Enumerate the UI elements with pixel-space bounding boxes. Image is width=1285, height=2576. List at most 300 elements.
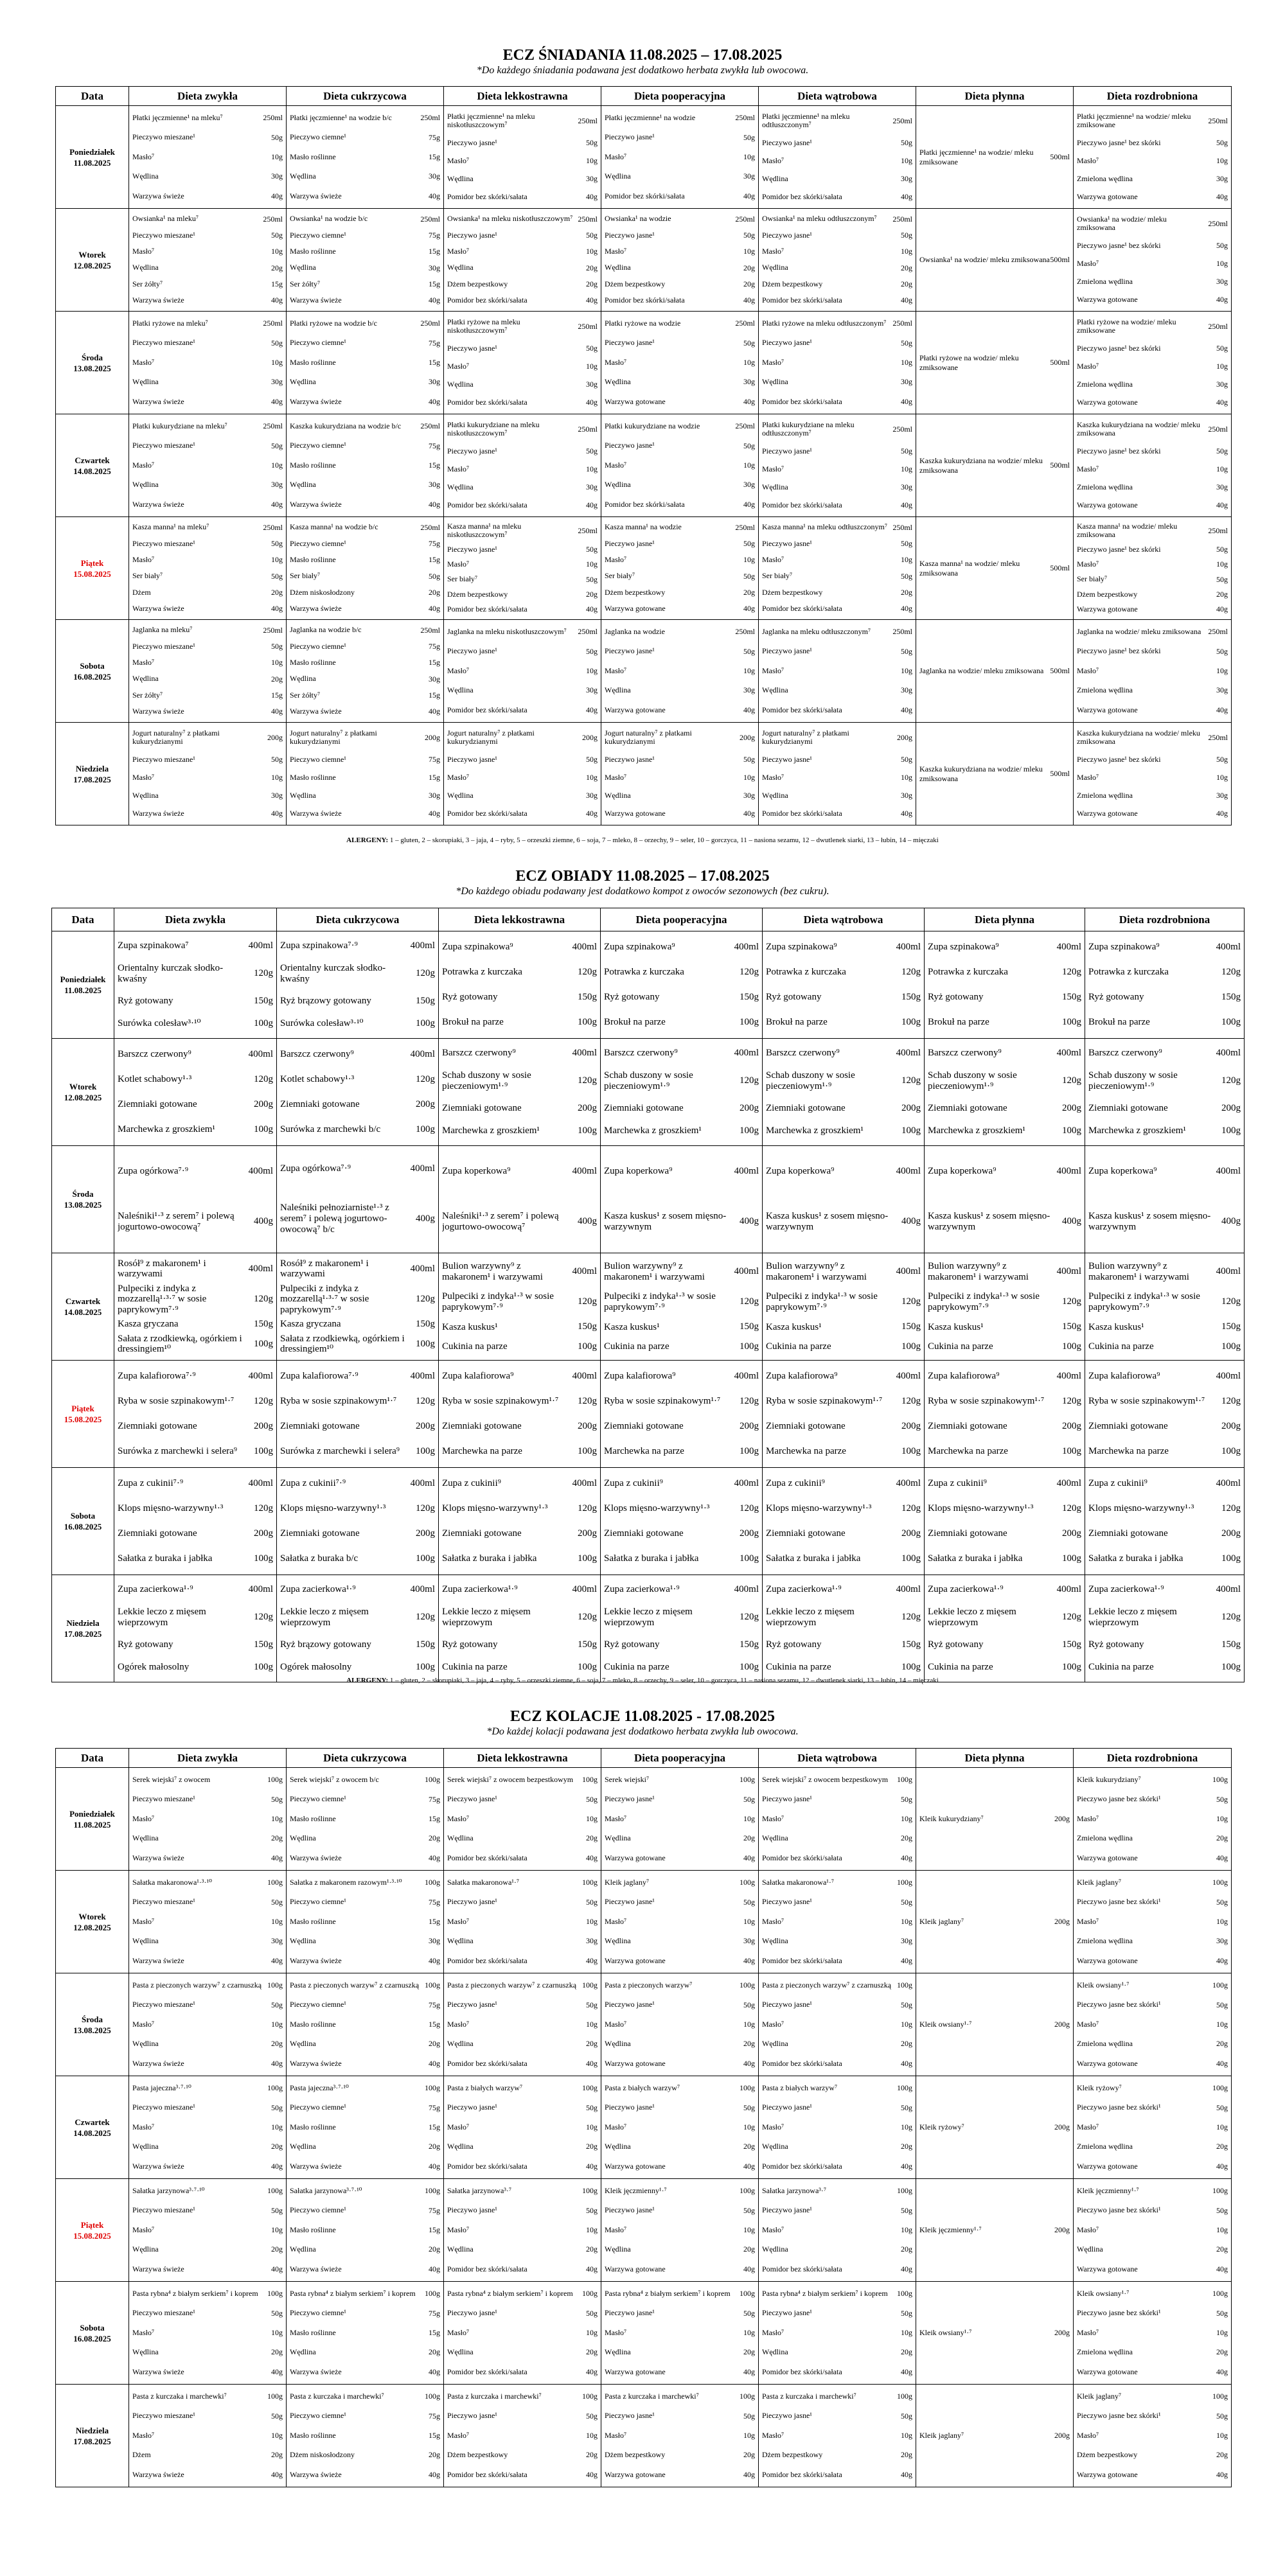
meal-items: [1077, 314, 1228, 412]
meal-item-quantity: 20g: [271, 2347, 283, 2357]
meal-item-quantity: 40g: [743, 2058, 755, 2068]
meal-item: [290, 2162, 440, 2171]
meal-item: [1077, 318, 1228, 335]
meal-item-quantity: 400ml: [410, 1049, 435, 1059]
meal-cell: [601, 1973, 759, 2076]
meal-item: [605, 2059, 755, 2069]
meal-item-name: Warzywa świeże: [290, 1853, 342, 1862]
meal-item: [132, 2392, 283, 2401]
meal-item-quantity: 400ml: [734, 1266, 759, 1277]
breakfast-section: [0, 46, 1285, 77]
meal-item-quantity: 100g: [578, 1125, 597, 1136]
meal-item-quantity: 40g: [1216, 2367, 1228, 2376]
meal-item: [762, 1898, 912, 1907]
meal-item: [280, 1528, 435, 1539]
meal-item-name: Dżem niskosłodzony: [290, 588, 355, 597]
meal-item-name: Pieczywo jasne bez skórki¹: [1077, 2309, 1161, 2318]
meal-items: [132, 2387, 283, 2485]
day-row: [56, 414, 1232, 517]
meal-item-quantity: 75g: [429, 2103, 440, 2112]
meal-item-name: Surówka colesław³·¹⁰: [280, 1018, 364, 1029]
meal-item-name: Pieczywo mieszane¹: [132, 2206, 195, 2215]
meal-item: [280, 1049, 435, 1060]
meal-items: [447, 725, 598, 823]
meal-item: [447, 112, 598, 130]
meal-item-quantity: 500ml: [1050, 358, 1070, 367]
meal-items: [762, 725, 912, 823]
meal-item: [132, 1936, 283, 1946]
meal-item-name: Klops mięsno-warzywny¹·³: [442, 1503, 548, 1514]
meal-item-quantity: 100g: [901, 1553, 921, 1564]
meal-item-name: Masło⁷: [762, 358, 784, 367]
day-row: [52, 1468, 1245, 1575]
day-name: Niedziela: [66, 1618, 100, 1628]
meal-items: [280, 1149, 435, 1249]
meal-item-quantity: 40g: [429, 1853, 440, 1862]
meal-items: [1088, 1257, 1241, 1357]
meal-item-name: Lekkie leczo z mięsem wieprzowym: [766, 1606, 855, 1628]
meal-item: [442, 1125, 597, 1136]
meal-item: [132, 555, 283, 565]
meal-item-quantity: 400g: [254, 1216, 273, 1227]
day-name: Czwartek: [75, 455, 110, 465]
meal-cell: [129, 106, 287, 209]
meal-item-name: Surówka z marchewki b/c: [280, 1124, 381, 1135]
meal-item: [280, 1284, 435, 1316]
meal-item-quantity: 100g: [1212, 1981, 1228, 1990]
meal-item-name: Pieczywo jasne¹: [605, 2103, 655, 2112]
meal-item: [132, 279, 283, 289]
meal-item-name: Pieczywo jasne¹: [605, 539, 655, 548]
meal-item-name: Cukinia na parze: [442, 1341, 508, 1352]
meal-item: [605, 1898, 755, 1907]
meal-item-name: Zupa zacierkowa¹·⁹: [442, 1584, 518, 1595]
meal-item: [605, 604, 755, 613]
meal-item: [1077, 174, 1228, 184]
meal-item-quantity: 40g: [586, 2469, 598, 2479]
meal-item-quantity: 15g: [429, 279, 440, 288]
day-date: 14.08.2025: [64, 1307, 102, 1317]
meal-item: [447, 2347, 598, 2357]
meal-item: [605, 421, 755, 431]
meal-item: [604, 967, 759, 978]
meal-item: [762, 1833, 912, 1843]
meal-cell: [1074, 414, 1232, 517]
meal-item-name: Pieczywo jasne bez skórki¹: [1077, 2000, 1161, 2009]
meal-item: [604, 992, 759, 1003]
meal-item-name: Masło⁷: [1077, 773, 1099, 782]
meal-item: [762, 2186, 912, 2196]
meal-cell: [1074, 2385, 1232, 2487]
meal-item-name: Warzywa gotowane: [1077, 2470, 1138, 2479]
column-header-diet: Dieta wątrobowa: [759, 87, 916, 106]
meal-cell: [763, 1146, 925, 1253]
meal-item-name: Warzywa świeże: [290, 296, 342, 305]
meal-item-name: Serek wiejski⁷ z owocem: [132, 1775, 211, 1784]
meal-item-name: Pieczywo jasne¹: [605, 2206, 655, 2215]
meal-item: [290, 755, 440, 764]
meal-item: [132, 523, 283, 533]
meal-item-quantity: 40g: [586, 808, 598, 818]
meal-items: [605, 1976, 755, 2074]
meal-item-name: Pulpeciki z indyka z mozzarellą¹·³·⁷ w sosie paprykowym⁷·⁹: [280, 1283, 369, 1316]
meal-item-quantity: 75g: [429, 338, 440, 348]
meal-item: [290, 2264, 440, 2274]
meal-item-name: Marchewka z groszkiem¹: [1088, 1125, 1186, 1136]
meal-item-name: Zmielona wędlina: [1077, 174, 1133, 183]
meal-item-name: Ryż gotowany: [604, 992, 660, 1003]
meal-item: [605, 523, 755, 533]
meal-item: [762, 446, 912, 456]
meal-item: [442, 942, 597, 953]
meal-item-quantity: 120g: [254, 1294, 273, 1305]
meal-item-name: Jogurt naturalny⁷ z płatkami kukurydzianymi: [605, 729, 692, 746]
meal-item-name: Wędlina: [132, 1937, 159, 1946]
meal-item-name: Ser biały⁷: [132, 572, 163, 581]
meal-item-name: Warzywa gotowane: [605, 1853, 666, 1862]
meal-cell: [277, 1575, 439, 1682]
meal-item-quantity: 30g: [743, 377, 755, 387]
meal-item: [290, 2289, 440, 2298]
meal-cell: [114, 1039, 277, 1146]
meal-item-name: Płatki jęczmienne¹ na wodzie: [605, 113, 696, 122]
meal-item: [604, 1261, 759, 1283]
meal-item-quantity: 50g: [1216, 646, 1228, 656]
meal-item-quantity: 150g: [578, 1321, 597, 1332]
meal-items: [290, 2284, 440, 2382]
meal-item: [1077, 1795, 1228, 1804]
meal-items: [605, 109, 755, 206]
meal-item-quantity: 40g: [429, 2469, 440, 2479]
meal-item: [447, 604, 598, 614]
meal-item: [928, 992, 1081, 1003]
meal-cell: [114, 1575, 277, 1682]
meal-item: [442, 1070, 597, 1092]
meal-item: [118, 1018, 273, 1029]
meal-cell: [444, 312, 601, 414]
meal-item-name: Marchewka z groszkiem¹: [766, 1125, 864, 1136]
meal-item: [1088, 1421, 1241, 1432]
meal-item-quantity: 20g: [901, 2347, 912, 2357]
meal-item-quantity: 10g: [743, 2019, 755, 2029]
meal-item: [762, 705, 912, 715]
meal-item-name: Wędlina: [290, 1834, 316, 1843]
meal-item-quantity: 15g: [429, 460, 440, 470]
meal-item: [447, 421, 598, 438]
meal-item-quantity: 40g: [271, 2469, 283, 2479]
meal-item-quantity: 50g: [1216, 240, 1228, 250]
meal-item: [132, 588, 283, 597]
meal-item-name: Warzywa gotowane: [605, 397, 666, 406]
meal-item: [132, 1981, 283, 1990]
meal-item-name: Masło⁷: [132, 658, 155, 667]
meal-item-quantity: 100g: [1221, 1553, 1241, 1564]
meal-item-name: Warzywa gotowane: [605, 2470, 666, 2479]
meal-item-quantity: 500ml: [1050, 152, 1070, 161]
meal-item-quantity: 250ml: [892, 522, 912, 532]
meal-item-quantity: 20g: [429, 2347, 440, 2357]
meal-item-name: Ryż gotowany: [118, 996, 173, 1007]
meal-item-quantity: 100g: [578, 1017, 597, 1027]
meal-item-quantity: 100g: [578, 1662, 597, 1673]
meal-item-name: Płatki jęczmienne¹ na wodzie/ mleku zmiksowane: [1077, 112, 1191, 130]
meal-item: [605, 2412, 755, 2421]
meal-item-quantity: 200g: [254, 1528, 273, 1539]
meal-items: [442, 1257, 597, 1357]
meal-item: [928, 1341, 1081, 1352]
meal-items: [1077, 2182, 1228, 2279]
meal-item-quantity: 250ml: [892, 424, 912, 434]
meal-item-name: Ryż gotowany: [442, 992, 498, 1003]
meal-items: [132, 211, 283, 309]
meal-item-name: Masło⁷: [132, 1814, 155, 1823]
meal-item-name: Zupa zacierkowa¹·⁹: [928, 1584, 1004, 1595]
meal-item: [762, 1936, 912, 1946]
meal-item: [604, 1584, 759, 1595]
meal-item-name: Kasza gryczana: [280, 1319, 341, 1330]
day-date: 16.08.2025: [73, 671, 111, 682]
meal-item-name: Pieczywo ciemne¹: [290, 2103, 346, 2112]
meal-item-name: Płatki kukurydziane na mleku⁷: [132, 421, 227, 430]
meal-cell: [1074, 106, 1232, 209]
meal-item-name: Pieczywo jasne¹: [447, 2412, 497, 2421]
meal-item-name: Pomidor bez skórki/sałata: [762, 2162, 842, 2171]
meal-item-name: Masło⁷: [605, 2431, 627, 2440]
meal-item: [1077, 545, 1228, 554]
meal-item: [604, 1639, 759, 1650]
meal-item: [447, 2412, 598, 2421]
column-header-diet: Dieta zwykła: [114, 908, 277, 931]
meal-item: [132, 441, 283, 451]
meal-item-quantity: 50g: [586, 1794, 598, 1804]
meal-items: [442, 1149, 597, 1249]
meal-item-name: Masło⁷: [132, 461, 155, 470]
meal-item-quantity: 40g: [271, 396, 283, 406]
meal-cell: [763, 1039, 925, 1146]
meal-item-quantity: 120g: [1062, 967, 1081, 977]
meal-item-quantity: 40g: [901, 396, 912, 406]
meal-item-quantity: 40g: [901, 191, 912, 201]
meal-item: [132, 1917, 283, 1927]
meal-item: [290, 588, 440, 597]
meal-item-name: Zupa koperkowa⁹: [1088, 1166, 1157, 1177]
meal-item-name: Wędlina: [762, 1937, 788, 1946]
meal-item-name: Pieczywo jasne¹: [605, 231, 655, 240]
meal-item-name: Wędlina: [290, 675, 316, 684]
meal-item: [605, 152, 755, 162]
meal-item-name: Pasta z białych warzyw⁷: [605, 2083, 680, 2092]
meal-item: [605, 2225, 755, 2235]
meal-item-name: Schab duszony w sosie pieczeniowym¹·⁹: [928, 1070, 1017, 1091]
meal-item: [762, 319, 912, 328]
meal-item-name: Pieczywo jasne¹: [762, 2000, 812, 2009]
meal-item: [290, 152, 440, 162]
meal-items: [766, 935, 921, 1035]
meal-items: [447, 1976, 598, 2074]
meal-item-name: Potrawka z kurczaka: [766, 967, 846, 978]
meal-item-name: Płatki ryżowe na wodzie/ mleku zmiksowane: [1077, 318, 1176, 335]
meal-item: [1077, 1917, 1228, 1927]
meal-item-name: Pieczywo jasne¹: [605, 755, 655, 764]
meal-item: [762, 755, 912, 764]
meal-cell: [759, 1871, 916, 1973]
meal-item: [762, 138, 912, 148]
day-name: Poniedziałek: [60, 975, 106, 984]
meal-item: [280, 996, 435, 1007]
day-cell: [52, 1253, 114, 1361]
meal-item: [447, 647, 598, 657]
meal-item: [132, 658, 283, 667]
meal-item-quantity: 20g: [271, 2142, 283, 2151]
meal-items: [604, 1578, 759, 1679]
meal-item-quantity: 10g: [901, 666, 912, 675]
meal-item-quantity: 400ml: [1056, 1478, 1081, 1488]
meal-item-name: Wędlina: [605, 1834, 631, 1843]
meal-items: [280, 1578, 435, 1679]
meal-item-quantity: 200g: [740, 732, 755, 742]
meal-item: [605, 2470, 755, 2480]
meal-cell: [601, 414, 759, 517]
meal-item-quantity: 400ml: [572, 1166, 597, 1177]
meal-item-quantity: 400ml: [1216, 1047, 1241, 1058]
meal-item: [447, 575, 598, 585]
table-header: [56, 87, 1232, 106]
meal-item-name: Zupa z cukinii⁹: [928, 1478, 987, 1489]
meal-item-quantity: 40g: [743, 499, 755, 509]
meal-item-name: Kleik jęczmienny¹·⁷: [605, 2186, 667, 2195]
day-date: 14.08.2025: [73, 2128, 111, 2138]
meal-item-name: Warzywa gotowane: [605, 2059, 666, 2068]
meal-item: [290, 2142, 440, 2151]
meal-item-quantity: 400ml: [410, 1478, 435, 1488]
meal-item-name: Jaglanka na wodzie/ mleku zmiksowana: [919, 666, 1044, 675]
meal-item-name: Masło⁷: [762, 666, 784, 675]
meal-item-quantity: 200g: [267, 732, 283, 742]
meal-item: [604, 1396, 759, 1407]
meal-item-name: Masło⁷: [762, 247, 784, 256]
meal-item: [290, 1956, 440, 1966]
day-date: 15.08.2025: [73, 2230, 111, 2241]
day-date: 12.08.2025: [64, 1093, 102, 1102]
meal-item-quantity: 120g: [1221, 967, 1241, 977]
meal-item-quantity: 30g: [271, 377, 283, 387]
meal-item-quantity: 120g: [416, 1074, 435, 1084]
meal-item: [447, 2309, 598, 2318]
meal-item-name: Masło⁷: [447, 464, 470, 473]
meal-item-name: Wędlina: [605, 1937, 631, 1946]
meal-item-name: Kleik kukurydziany⁷: [919, 1814, 984, 1823]
meal-item-quantity: 100g: [582, 1878, 598, 1887]
meal-item-quantity: 100g: [740, 1446, 759, 1456]
meal-item: [132, 113, 283, 123]
meal-item-quantity: 250ml: [578, 214, 598, 224]
meal-item: [605, 2142, 755, 2151]
meal-cell: [114, 1146, 277, 1253]
meal-item-quantity: 100g: [254, 1553, 273, 1564]
meal-item-name: Warzywa świeże: [290, 707, 342, 716]
meal-cell: [129, 723, 287, 825]
meal-item-quantity: 400ml: [896, 1166, 921, 1177]
meal-item-name: Ziemniaki gotowane: [280, 1528, 360, 1539]
meal-item: [605, 1981, 755, 1990]
day-date: 17.08.2025: [73, 774, 111, 784]
meal-item-quantity: 20g: [1216, 589, 1228, 599]
meal-item-quantity: 200g: [578, 1421, 597, 1431]
meal-item: [447, 2289, 598, 2298]
meal-item: [762, 174, 912, 184]
meal-item-name: Ziemniaki gotowane: [280, 1421, 360, 1432]
meal-item-name: Pieczywo jasne¹: [605, 1795, 655, 1804]
meal-item: [1088, 1446, 1241, 1457]
meal-item-quantity: 15g: [429, 1916, 440, 1926]
meal-item: [605, 705, 755, 715]
meal-item-quantity: 250ml: [735, 627, 755, 637]
meal-cell: [444, 414, 601, 517]
meal-item-name: Masło⁷: [447, 2122, 470, 2131]
meal-item: [605, 172, 755, 181]
meal-item-quantity: 50g: [743, 132, 755, 142]
meal-item-name: Jogurt naturalny⁷ z płatkami kukurydzianymi: [290, 729, 377, 746]
meal-item: [290, 172, 440, 181]
meal-item: [290, 572, 440, 581]
meal-item: [1077, 809, 1228, 818]
meal-item: [928, 1211, 1081, 1233]
meal-items: [447, 211, 598, 309]
meal-cell: [925, 1039, 1085, 1146]
meal-item-quantity: 250ml: [420, 113, 440, 123]
meal-item-quantity: 400ml: [896, 942, 921, 952]
meal-item: [919, 1814, 1070, 1824]
meal-item-quantity: 400ml: [572, 1371, 597, 1381]
meal-cell: [759, 517, 916, 620]
meal-item-quantity: 100g: [267, 2289, 283, 2298]
meal-item-name: Masło⁷: [1077, 560, 1099, 569]
meal-item-name: Pieczywo mieszane¹: [132, 441, 195, 450]
meal-items: [766, 1471, 921, 1571]
meal-item-quantity: 20g: [586, 2245, 598, 2254]
meal-item-name: Masło⁷: [132, 2020, 155, 2029]
meal-item: [605, 2186, 755, 2196]
meal-item-name: Wędlina: [132, 172, 159, 181]
meal-item-quantity: 20g: [429, 2039, 440, 2049]
meal-item-name: Sałatka z buraka i jabłka: [442, 1553, 537, 1564]
meal-item: [118, 1584, 273, 1595]
meal-item-name: Zupa z cukinii⁹: [604, 1478, 663, 1489]
meal-cell: [601, 2076, 759, 2179]
meal-item-name: Sałatka z buraka i jabłka: [604, 1553, 699, 1564]
meal-item-name: Zupa zacierkowa¹·⁹: [604, 1584, 680, 1595]
meal-item-quantity: 100g: [897, 2289, 912, 2298]
day-row: [56, 1871, 1232, 1973]
meal-item-name: Pomidor bez skórki/sałata: [762, 2367, 842, 2376]
meal-item-quantity: 100g: [1062, 1017, 1081, 1027]
meal-item-quantity: 40g: [1216, 1955, 1228, 1965]
meal-items: [290, 1770, 440, 1868]
day-cell: [56, 2385, 129, 2487]
meal-item-name: Kaszka kukurydziana na wodzie/ mleku zmiksowana: [919, 764, 1043, 783]
meal-item: [447, 500, 598, 510]
meal-item-quantity: 30g: [743, 1936, 755, 1946]
meal-items: [118, 935, 273, 1035]
meal-item: [928, 1261, 1081, 1283]
meal-item: [118, 1371, 273, 1382]
day-date: 11.08.2025: [73, 157, 111, 168]
meal-cell: [601, 1146, 763, 1253]
meal-item: [132, 675, 283, 684]
meal-cell: [759, 1768, 916, 1871]
meal-item-name: Kasza manna¹ na mleku niskotłuszczowym⁷: [447, 522, 522, 540]
meal-item-quantity: 20g: [271, 2450, 283, 2460]
